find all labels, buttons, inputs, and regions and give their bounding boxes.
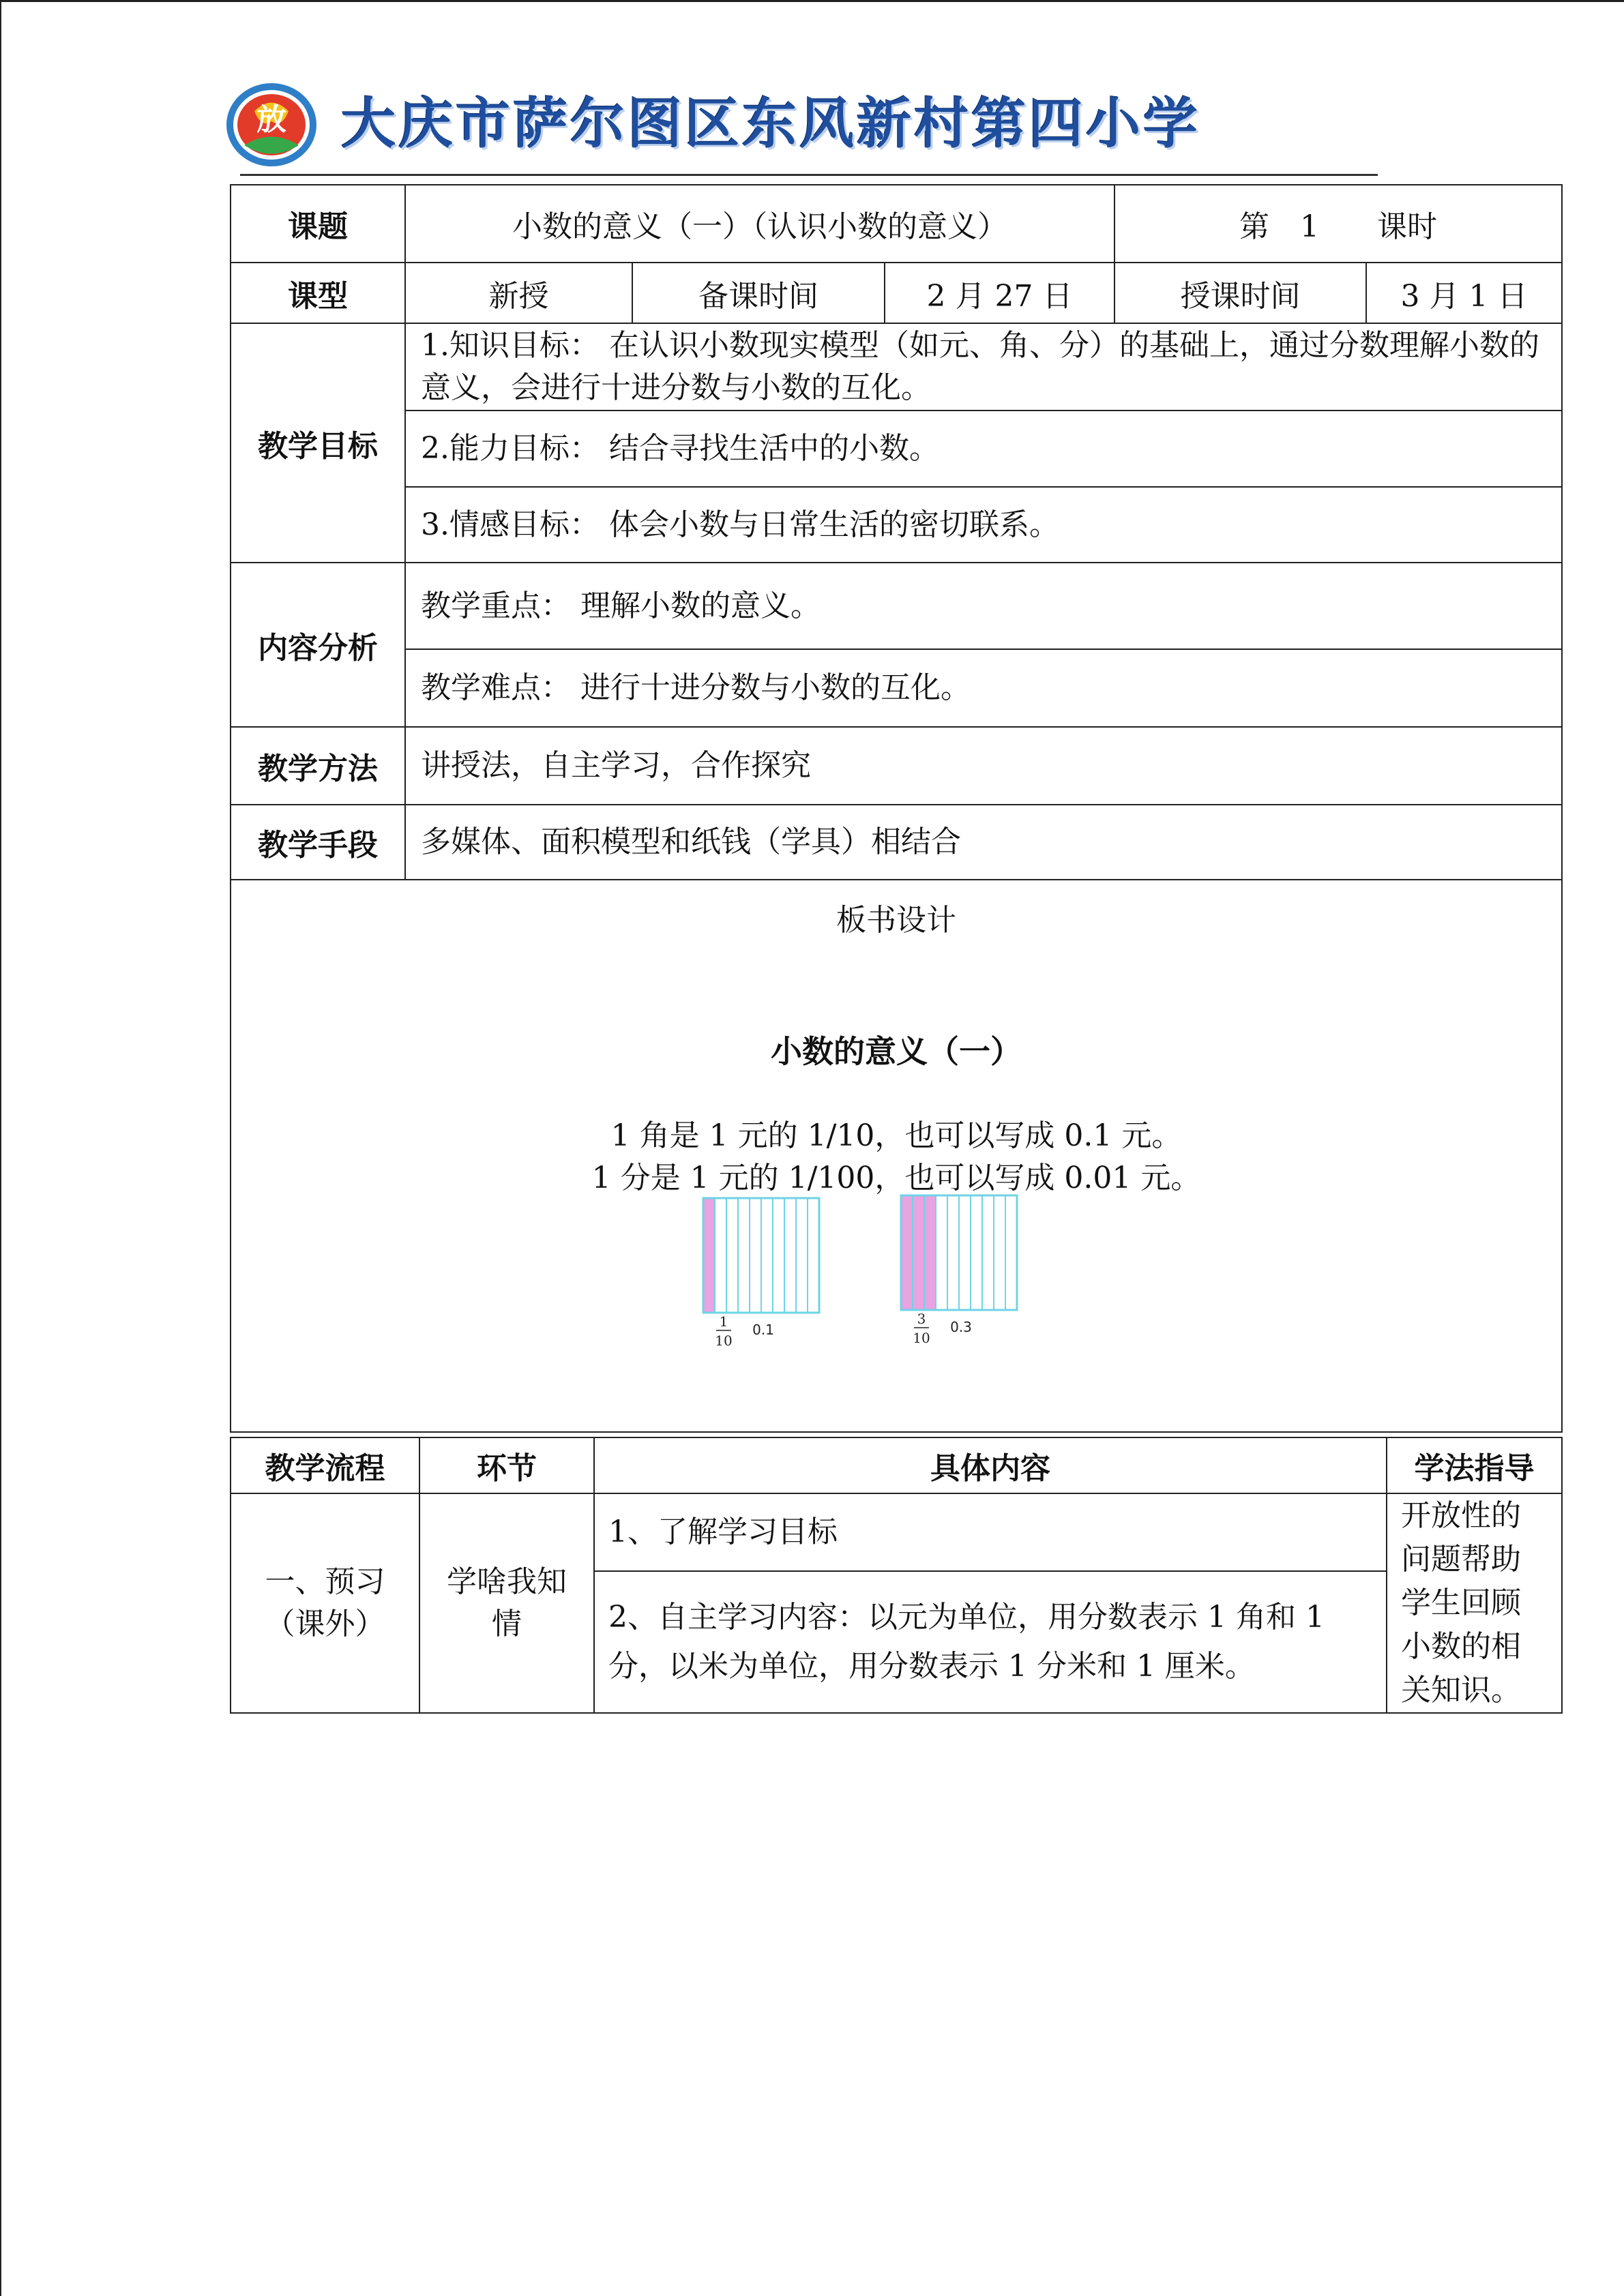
method-label: 教学方法 <box>231 727 405 805</box>
goal-row-1 <box>231 323 1562 411</box>
prep-time-value: 2 月 27 日 <box>885 263 1114 323</box>
board-row <box>231 880 1562 1432</box>
means-label: 教学手段 <box>231 805 405 880</box>
flow-header-guide: 学法指导 <box>1387 1437 1562 1493</box>
topic-value: 小数的意义（一）（认识小数的意义） <box>405 185 1114 263</box>
fraction-denominator-2: 10 <box>913 1330 930 1346</box>
method-row <box>231 727 1562 805</box>
goals-label: 教学目标 <box>231 323 405 563</box>
means-value: 多媒体、面积模型和纸钱（学具）相结合 <box>405 805 1562 880</box>
goal-row-3 <box>231 487 1562 563</box>
goal-row-2 <box>231 411 1562 487</box>
goal-emotion: 3.情感目标： 体会小数与日常生活的密切联系。 <box>405 487 1562 563</box>
flow-content-1: 1、了解学习目标 <box>594 1493 1387 1571</box>
period-cell <box>1114 185 1562 263</box>
type-row <box>231 263 1562 323</box>
analysis-label: 内容分析 <box>231 563 405 727</box>
flow-stage: 一、预习（课外） <box>231 1493 419 1713</box>
board-heading: 小数的意义（一） <box>771 1033 1022 1070</box>
flow-header-section: 环节 <box>419 1437 594 1493</box>
analysis-row-1 <box>231 563 1562 649</box>
goal-knowledge: 1.知识目标： 在认识小数现实模型（如元、角、分）的基础上，通过分数理解小数的意义，会进行十进分数与小数的互化。 <box>405 323 1562 411</box>
flow-content-2: 2、自主学习内容：以元为单位，用分数表示 1 角和 1 分，以米为单位，用分数表示 1 分米和 1 厘米。 <box>594 1571 1387 1713</box>
flow-header-row <box>231 1437 1562 1493</box>
teach-time-value: 3 月 1 日 <box>1366 263 1562 323</box>
decimal-label-1: 0.1 <box>752 1322 774 1338</box>
means-row <box>231 805 1562 880</box>
board-line-jiao: 1 角是 1 元的 1/10，也可以写成 0.1 元。 <box>610 1118 1182 1153</box>
shaded-tenths-2 <box>901 1195 936 1310</box>
fraction-denominator-1: 10 <box>715 1332 733 1349</box>
school-logo-icon <box>224 80 319 169</box>
board-title: 板书设计 <box>836 903 956 938</box>
flow-section: 学啥我知情 <box>419 1493 594 1713</box>
type-label: 课型 <box>231 263 405 323</box>
type-value: 新授 <box>405 263 632 323</box>
fraction-numerator-1: 1 <box>719 1313 728 1330</box>
decimal-label-2: 0.3 <box>950 1319 972 1335</box>
header-divider <box>240 174 1378 176</box>
fraction-numerator-2: 3 <box>917 1311 926 1327</box>
period-number: 1 <box>1300 209 1320 244</box>
school-header <box>218 75 1391 177</box>
flow-row-1 <box>231 1493 1562 1571</box>
key-point: 教学重点： 理解小数的意义。 <box>405 563 1562 649</box>
period-suffix: 课时 <box>1377 209 1438 244</box>
goal-ability: 2.能力目标： 结合寻找生活中的小数。 <box>405 411 1562 487</box>
topic-row <box>231 185 1562 263</box>
analysis-row-2 <box>231 649 1562 727</box>
difficult-point: 教学难点： 进行十进分数与小数的互化。 <box>405 649 1562 727</box>
shaded-tenths-1 <box>703 1198 715 1313</box>
svg-text:放: 放 <box>256 102 286 137</box>
period-prefix: 第 <box>1239 209 1270 244</box>
school-name: 大庆市萨尔图区东风新村第四小学 <box>341 92 1200 155</box>
teaching-flow-table <box>230 1437 1563 1714</box>
prep-time-label: 备课时间 <box>632 263 885 323</box>
teach-time-label: 授课时间 <box>1114 263 1366 323</box>
lesson-plan-table <box>230 184 1563 1433</box>
board-design <box>231 880 1562 1432</box>
flow-header-stage: 教学流程 <box>231 1437 419 1493</box>
topic-label: 课题 <box>231 185 405 263</box>
area-models <box>231 880 1561 1431</box>
flow-guide: 开放性的问题帮助学生回顾小数的相关知识。 <box>1387 1493 1562 1713</box>
flow-header-content: 具体内容 <box>594 1437 1387 1493</box>
board-line-fen: 1 分是 1 元的 1/100，也可以写成 0.01 元。 <box>591 1161 1201 1195</box>
method-value: 讲授法，自主学习，合作探究 <box>405 727 1562 805</box>
